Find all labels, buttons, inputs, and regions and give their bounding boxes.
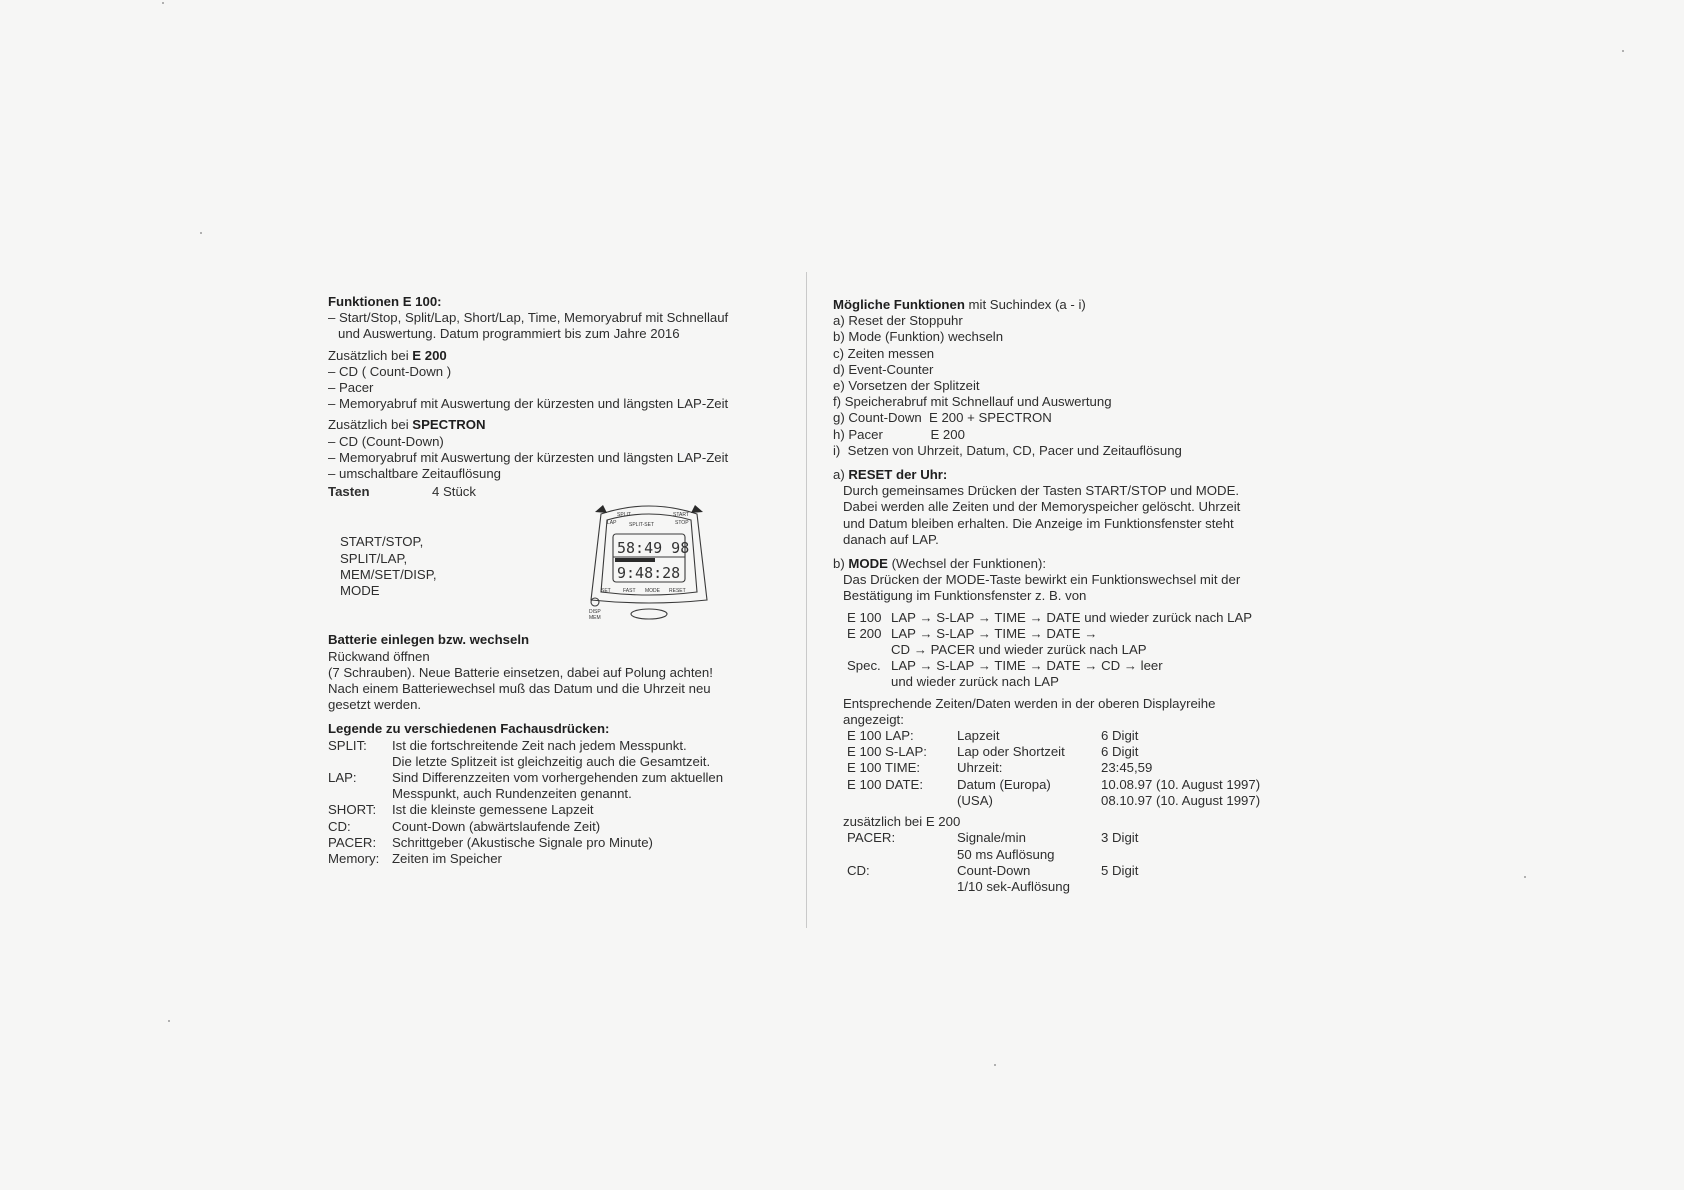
- scan-speck: [200, 232, 202, 234]
- e200-item: – CD ( Count-Down ): [328, 363, 452, 379]
- legend-desc: Zeiten im Speicher: [392, 851, 502, 867]
- sequence-row: und wieder zurück nach LAP: [891, 674, 1059, 690]
- watch-btn-fast: FAST: [623, 588, 636, 595]
- batterie-line: Nach einem Batteriewechsel muß das Datum und die Uhrzeit neu: [328, 681, 711, 697]
- sequence-row: E 200 LAP → S-LAP → TIME → DATE →: [847, 625, 1098, 641]
- index-item: a) Reset der Stoppuhr: [833, 313, 963, 329]
- legend-row: [328, 802, 788, 818]
- stopwatch-right-pusher: [691, 505, 703, 513]
- watch-label-mem: MEM: [589, 615, 601, 622]
- index-item: f) Speicherabruf mit Schnellauf und Auswertung: [833, 394, 1112, 410]
- batterie-line: gesetzt werden.: [328, 697, 422, 713]
- index-item: e) Vorsetzen der Splitzeit: [833, 378, 980, 394]
- extra-table-row: 1/10 sek-Auflösung: [957, 878, 1070, 894]
- funktionen-item: – Start/Stop, Split/Lap, Short/Lap, Time, Memoryabruf mit Schnellauf: [328, 310, 729, 326]
- watch-label-split: SPLIT: [617, 512, 631, 519]
- key-item: START/STOP,: [340, 534, 424, 550]
- display-line: angezeigt:: [843, 711, 904, 727]
- disp-mem-button: [591, 598, 599, 606]
- scan-speck: [1524, 876, 1526, 878]
- extra-title: zusätzlich bei E 200: [843, 814, 961, 830]
- page-fold: [806, 272, 807, 928]
- watch-label-stop: STOP: [675, 520, 689, 527]
- legend-term: PACER:: [328, 834, 377, 850]
- display-line: Entsprechende Zeiten/Daten werden in der oberen Displayreihe: [843, 695, 1216, 711]
- scan-speck: [162, 2, 164, 4]
- extra-table-row: CD: Count-Down 5 Digit: [847, 862, 1139, 878]
- legend-desc: Ist die kleinste gemessene Lapzeit: [392, 802, 594, 818]
- legend-term: SPLIT:: [328, 737, 367, 753]
- display-table-row: E 100 LAP: Lapzeit 6 Digit: [847, 728, 1139, 744]
- legende-title: Legende zu verschiedenen Fachausdrücken:: [328, 721, 610, 737]
- index-item: i) Setzen von Uhrzeit, Datum, CD, Pacer und Zeitauflösung: [833, 442, 1182, 458]
- reset-line: und Datum bleiben erhalten. Die Anzeige im Funktionsfenster steht: [843, 515, 1234, 531]
- lcd-bottom-row: 9:48:28: [617, 564, 681, 583]
- watch-label-disp: DISP: [589, 609, 601, 616]
- legend-row: [328, 835, 788, 851]
- display-table-row: E 100 DATE: Datum (Europa) 10.08.97 (10. August 1997): [847, 776, 1261, 792]
- display-table-row: (USA) 08.10.97 (10. August 1997): [957, 792, 1261, 808]
- extra-table-row: PACER: Signale/min 3 Digit: [847, 830, 1139, 846]
- reset-heading: a) RESET der Uhr:: [833, 467, 948, 483]
- right-page: [833, 297, 1293, 895]
- keys-list: [340, 534, 436, 599]
- tasten-row: [328, 484, 788, 500]
- reset-line: Dabei werden alle Zeiten und der Memoryspeicher gelöscht. Uhrzeit: [843, 499, 1241, 515]
- key-item: MEM/SET/DISP,: [340, 566, 437, 582]
- reset-line: danach auf LAP.: [843, 531, 939, 547]
- legend-row: [328, 819, 788, 835]
- legend-desc: Sind Differenzzeiten vom vorhergehenden zum aktuellen: [392, 770, 724, 786]
- batterie-title: Batterie einlegen bzw. wechseln: [328, 632, 530, 648]
- mode-line: Das Drücken der MODE-Taste bewirkt ein Funktionswechsel mit der: [843, 572, 1241, 588]
- scan-speck: [168, 1020, 170, 1022]
- key-item: MODE: [340, 583, 380, 599]
- legend-row: [328, 770, 788, 802]
- extra-table-row: 50 ms Auflösung: [957, 846, 1055, 862]
- legend-desc: Die letzte Splitzeit ist gleichzeitig auch die Gesamtzeit.: [392, 753, 711, 769]
- sequence-row: E 100 LAP → S-LAP → TIME → DATE und wieder zurück nach LAP: [847, 609, 1253, 625]
- index-item: b) Mode (Funktion) wechseln: [833, 329, 1004, 345]
- watch-label-lap: LAP: [607, 520, 617, 527]
- reset-line: Durch gemeinsames Drücken der Tasten START/STOP und MODE.: [843, 483, 1240, 499]
- legend-row: [328, 851, 788, 867]
- watch-btn-mode: MODE: [645, 588, 660, 595]
- display-table-row: E 100 S-LAP: Lap oder Shortzeit 6 Digit: [847, 744, 1139, 760]
- funktionen-item: und Auswertung. Datum programmiert bis zum Jahre 2016: [338, 326, 680, 342]
- stopwatch-illustration: [583, 500, 715, 626]
- index-item: h) Pacer E 200: [833, 426, 965, 442]
- watch-btn-reset: RESET: [669, 588, 686, 595]
- lcd-top-row: 58:49 98: [617, 539, 690, 558]
- spectron-heading: Zusätzlich bei SPECTRON: [328, 417, 486, 433]
- left-page: [328, 294, 788, 867]
- sequence-row: Spec. LAP → S-LAP → TIME → DATE → CD → leer: [847, 658, 1163, 674]
- legend-desc: Messpunkt, auch Rundenzeiten genannt.: [392, 786, 632, 802]
- scan-speck: [1622, 50, 1624, 52]
- watch-btn-set: SET: [601, 588, 611, 595]
- watch-label-split-set: SPLIT-SET: [629, 522, 655, 529]
- lcd-segment-bar: [615, 558, 655, 562]
- legend-term: LAP:: [328, 770, 357, 786]
- mode-line: Bestätigung im Funktionsfenster z. B. von: [843, 588, 1087, 604]
- stopwatch-left-pusher: [595, 505, 607, 513]
- legend-desc: Ist die fortschreitende Zeit nach jedem Messpunkt.: [392, 737, 687, 753]
- spectron-item: – umschaltbare Zeitauflösung: [328, 466, 502, 482]
- funktionen-title: Funktionen E 100:: [328, 294, 442, 309]
- stopwatch-bottom-button: [631, 609, 667, 619]
- key-item: SPLIT/LAP,: [340, 550, 408, 566]
- legend-row: [328, 738, 788, 770]
- scan-speck: [994, 1064, 996, 1066]
- watch-label-start: START: [673, 512, 689, 519]
- index-item: d) Event-Counter: [833, 361, 934, 377]
- keys-block: [328, 506, 788, 624]
- legend-desc: Count-Down (abwärtslaufende Zeit): [392, 818, 601, 834]
- batterie-line: (7 Schrauben). Neue Batterie einsetzen, dabei auf Polung achten!: [328, 664, 713, 680]
- e200-heading: Zusätzlich bei E 200: [328, 347, 447, 363]
- display-table-row: E 100 TIME: Uhrzeit: 23:45,59: [847, 760, 1153, 776]
- legend-term: Memory:: [328, 851, 380, 867]
- mode-heading: b) MODE (Wechsel der Funktionen):: [833, 556, 1047, 572]
- tasten-value: 4 Stück: [432, 484, 476, 500]
- tasten-label: Tasten: [328, 484, 370, 500]
- moegliche-heading: Mögliche Funktionen mit Suchindex (a - i): [833, 297, 1086, 312]
- e200-item: – Memoryabruf mit Auswertung der kürzesten und längsten LAP-Zeit: [328, 396, 729, 412]
- spectron-item: – Memoryabruf mit Auswertung der kürzesten und längsten LAP-Zeit: [328, 449, 729, 465]
- legend-desc: Schrittgeber (Akustische Signale pro Minute): [392, 834, 653, 850]
- legend-term: CD:: [328, 818, 351, 834]
- legend-term: SHORT:: [328, 802, 377, 818]
- batterie-line: Rückwand öffnen: [328, 648, 430, 664]
- spectron-item: – CD (Count-Down): [328, 433, 444, 449]
- index-item: g) Count-Down E 200 + SPECTRON: [833, 410, 1052, 426]
- sequence-row: CD → PACER und wieder zurück nach LAP: [891, 642, 1147, 658]
- index-item: c) Zeiten messen: [833, 345, 935, 361]
- e200-item: – Pacer: [328, 380, 374, 396]
